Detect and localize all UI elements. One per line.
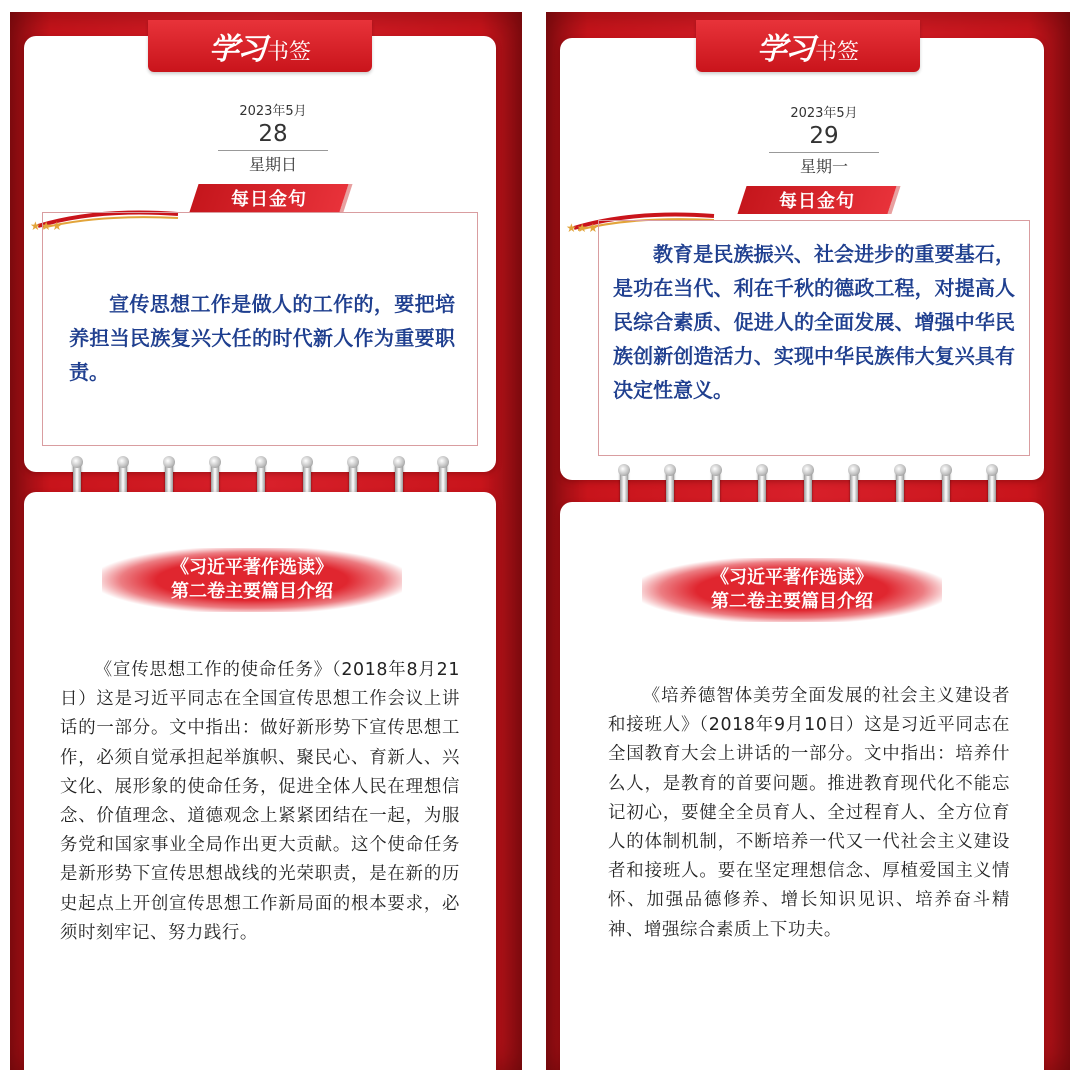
year-month: 2023年5月 bbox=[790, 106, 858, 121]
svg-text:★★★: ★★★ bbox=[566, 221, 599, 235]
article-card bbox=[560, 502, 1044, 1070]
date-block bbox=[769, 106, 879, 178]
banner-line-1: 《习近平著作选读》 bbox=[171, 557, 333, 578]
banner-line-1: 《习近平著作选读》 bbox=[711, 567, 873, 588]
study-bookmark-logo bbox=[696, 20, 920, 72]
banner-line-2: 第二卷主要篇目介绍 bbox=[711, 591, 873, 612]
quote-box bbox=[598, 220, 1030, 456]
daily-quote-text: 宣传思想工作是做人的工作的，要把培养担当民族复兴大任的时代新人作为重要职责。 bbox=[69, 292, 455, 384]
logo-small-text: 书签 bbox=[266, 39, 311, 65]
article-card bbox=[24, 492, 496, 1070]
article-summary: 《宣传思想工作的使命任务》（2018年8月21日）这是习近平同志在全国宣传思想工作会议上讲话的一部分。文中指出：做好新形势下宣传思想工作，必须自觉承担起举旗帜、聚民心、育新人、兴文化、展形象的使命任务，促进全体人民在理想信念、价值理念、道德观念上紧紧团结在一起，为服务党和国家事业全局作出更大贡献。这个使命任务是新形势下宣传思想战线的光荣职责，是在新的历史起点上开创宣传思想工作新局面的根本要求，必须时刻牢记、努力践行。 bbox=[60, 660, 460, 943]
svg-text:★★★: ★★★ bbox=[30, 219, 63, 233]
article-series-banner bbox=[102, 548, 402, 612]
bookmark-card-may-29 bbox=[546, 12, 1070, 1070]
day-number: 29 bbox=[809, 123, 839, 149]
study-bookmark-logo bbox=[148, 20, 372, 72]
banner-line-2: 第二卷主要篇目介绍 bbox=[171, 581, 333, 602]
bookmark-card-may-28 bbox=[10, 12, 522, 1070]
daily-quote-text: 教育是民族振兴、社会进步的重要基石，是功在当代、利在千秋的德政工程，对提高人民综合素质、促进人的全面发展、增强中华民族创新创造活力、实现中华民族伟大复兴具有决定性意义。 bbox=[613, 242, 1015, 402]
quote-box bbox=[42, 212, 478, 446]
article-series-banner bbox=[642, 558, 942, 622]
logo-big-text: 学习 bbox=[756, 32, 813, 67]
date-divider bbox=[769, 152, 879, 153]
daily-quote-card bbox=[560, 38, 1044, 480]
daily-quote-card bbox=[24, 36, 496, 472]
weekday: 星期日 bbox=[248, 155, 297, 174]
weekday: 星期一 bbox=[799, 157, 848, 176]
daily-quote-label: 每日金句 bbox=[737, 186, 896, 214]
year-month: 2023年5月 bbox=[239, 104, 307, 119]
day-number: 28 bbox=[258, 121, 288, 147]
logo-big-text: 学习 bbox=[208, 32, 265, 67]
article-summary: 《培养德智体美劳全面发展的社会主义建设者和接班人》（2018年9月10日）这是习近平同志在全国教育大会上讲话的一部分。文中指出：培养什么人，是教育的首要问题。推进教育现代化不能忘记初心，要健全全员育人、全过程育人、全方位育人的体制机制，不断培养一代又一代社会主义建设者和接班人。要在坚定理想信念、厚植爱国主义情怀、加强品德修养、增长知识见识、培养奋斗精神、增强综合素质上下功夫。 bbox=[608, 686, 1010, 940]
logo-small-text: 书签 bbox=[814, 39, 859, 65]
date-divider bbox=[218, 150, 328, 151]
date-block bbox=[218, 104, 328, 176]
daily-quote-label: 每日金句 bbox=[189, 184, 348, 212]
